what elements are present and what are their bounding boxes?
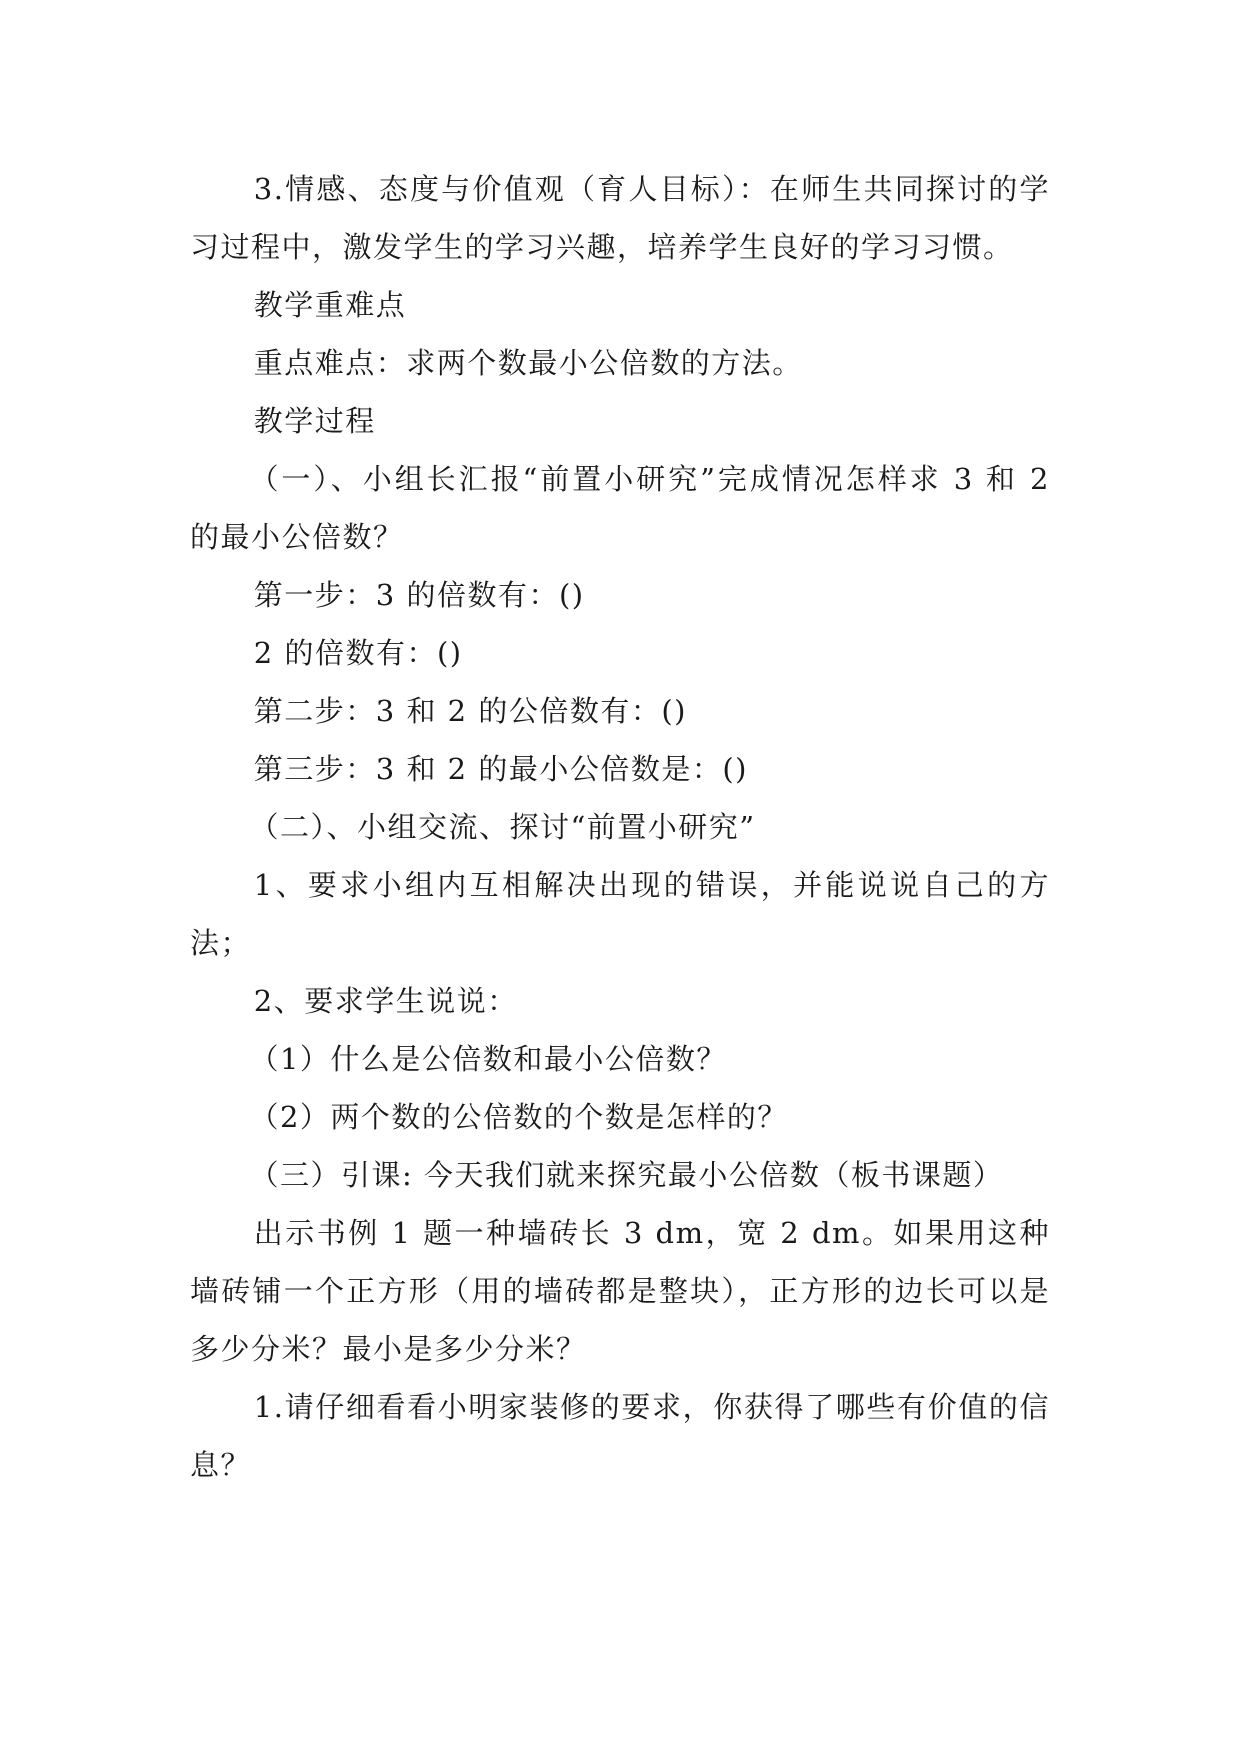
paragraph-section-one: （一）、小组长汇报“前置小研究”完成情况怎样求 3 和 2 的最小公倍数？ <box>190 462 1050 554</box>
paragraph-requirement-one: 1、要求小组内互相解决出现的错误，并能说说自己的方法； <box>190 868 1050 960</box>
paragraph-section-two: （二）、小组交流、探讨“前置小研究” <box>249 810 756 844</box>
paragraph-step-two: 第二步：3 和 2 的公倍数有：() <box>253 694 687 728</box>
paragraph-example-problem: 出示书例 1 题一种墙砖长 3 dm，宽 2 dm。如果用这种墙砖铺一个正方形（用的墙砖都是整块），正方形的边长可以是多少分米？最小是多少分米？ <box>190 1216 1050 1366</box>
paragraph-section-three: （三）引课: 今天我们就来探究最小公倍数（板书课题） <box>249 1158 1004 1192</box>
paragraph-step-one: 第一步：3 的倍数有：() <box>253 578 585 612</box>
heading-key-difficult-points: 教学重难点 <box>253 288 407 322</box>
paragraph-key-difficult-points: 重点难点：求两个数最小公倍数的方法。 <box>253 346 803 380</box>
paragraph-question-two: （2）两个数的公倍数的个数是怎样的？ <box>249 1100 788 1134</box>
document-body <box>190 160 1050 1494</box>
paragraph-question-one: （1）什么是公倍数和最小公倍数？ <box>249 1042 727 1076</box>
paragraph-multiples-of-two: 2 的倍数有：() <box>253 636 463 670</box>
heading-teaching-process: 教学过程 <box>253 404 376 438</box>
paragraph-emotional-goals: 3.情感、态度与价值观（育人目标）：在师生共同探讨的学习过程中，激发学生的学习兴趣，培养学生良好的学习习惯。 <box>190 172 1050 264</box>
paragraph-task-one: 1.请仔细看看小明家装修的要求，你获得了哪些有价值的信息？ <box>190 1390 1050 1482</box>
paragraph-requirement-two: 2、要求学生说说： <box>253 984 518 1018</box>
paragraph-step-three: 第三步：3 和 2 的最小公倍数是：() <box>253 752 748 786</box>
